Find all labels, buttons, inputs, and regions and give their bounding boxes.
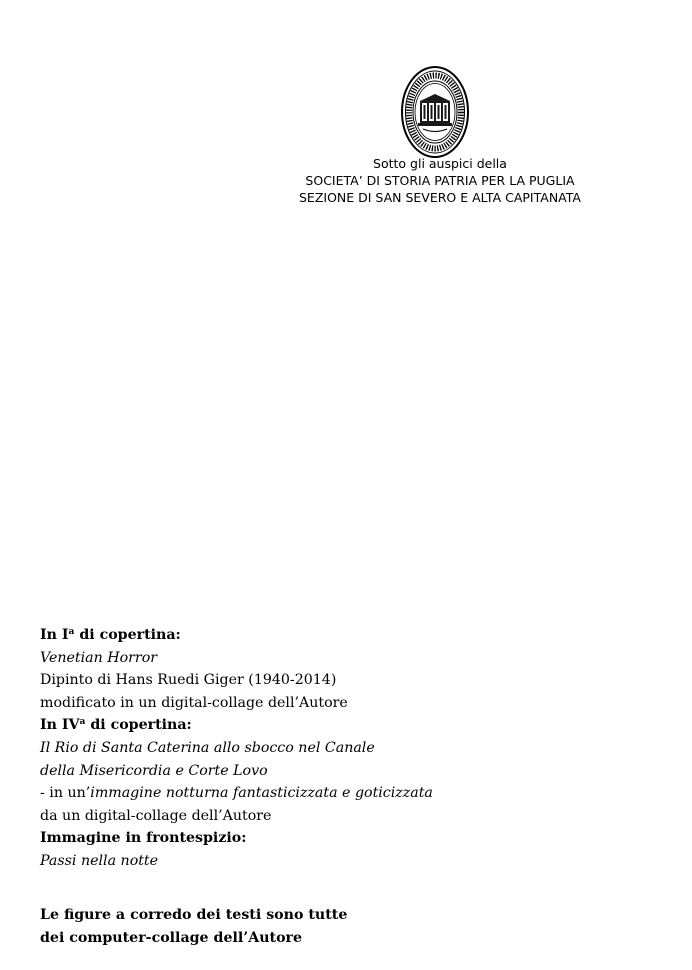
auspices-society-name: SOCIETA’ DI STORIA PATRIA PER LA PUGLIA xyxy=(305,173,575,188)
front-cover-label: In $I^a$ di copertina: xyxy=(40,627,181,643)
auspices-block xyxy=(260,155,620,206)
front-cover-line-2: modificato in un digital-collage dell’Autore xyxy=(40,694,348,711)
back-cover-description: - in un’immagine notturna fantasticizzata e goticizzata xyxy=(40,785,433,802)
back-cover-label: In $IV^a$ di copertina: xyxy=(40,717,192,734)
frontispiece-label: Immagine in frontespizio: xyxy=(40,830,247,847)
figures-note xyxy=(40,904,347,950)
back-cover-line-last: da un digital-collage dell’Autore xyxy=(40,807,272,824)
auspices-line-1: Sotto gli auspici della xyxy=(373,156,507,171)
front-cover-title: Venetian Horror xyxy=(40,649,158,666)
frontispiece-title: Passi nella notte xyxy=(40,852,159,869)
figures-note-line-1: Le figure a corredo dei testi sono tutte xyxy=(40,907,348,923)
credits-block xyxy=(40,624,660,873)
auspices-section-name: SEZIONE DI SAN SEVERO E ALTA CAPITANATA xyxy=(299,190,581,205)
back-cover-title-line-1: Il Rio di Santa Caterina allo sbocco nel Canale xyxy=(40,739,375,756)
back-cover-title-line-2: della Misericordia e Corte Lovo xyxy=(40,762,268,779)
figures-note-line-2: dei computer-collage dell’Autore xyxy=(40,930,303,946)
society-seal-icon xyxy=(401,66,469,158)
front-cover-line-1: Dipinto di Hans Ruedi Giger (1940-2014) xyxy=(40,672,337,689)
